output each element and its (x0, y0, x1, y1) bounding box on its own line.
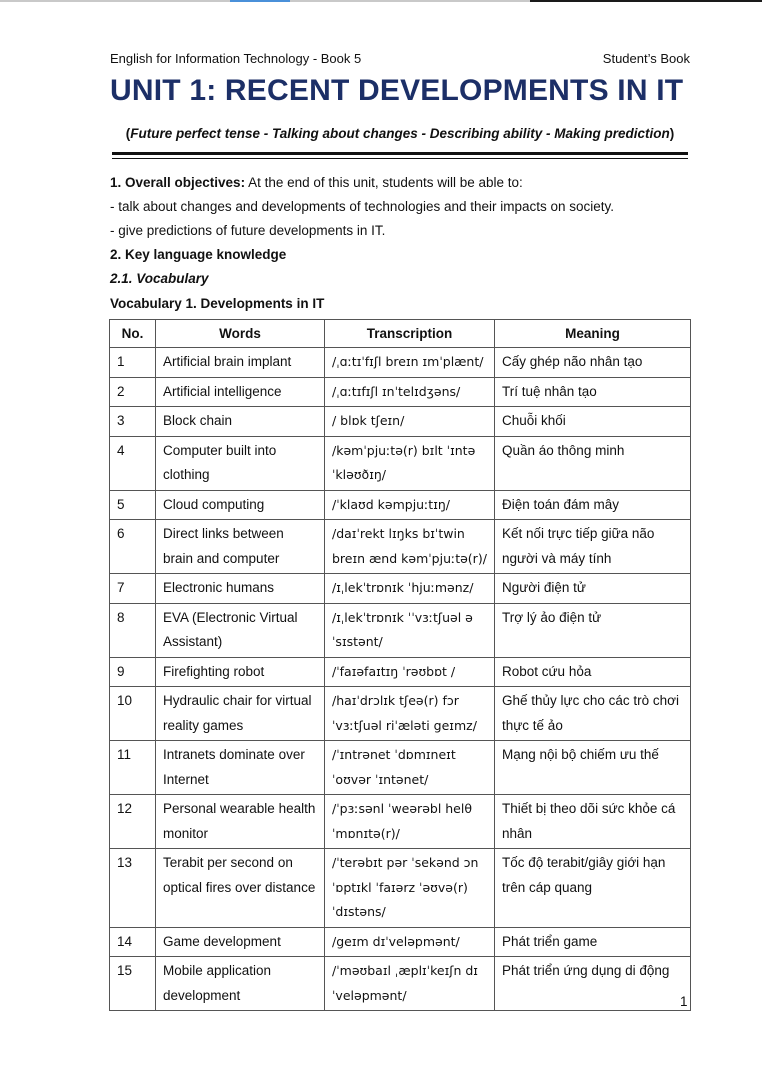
title-divider-thin (112, 158, 688, 159)
subtitle-close-paren: ) (669, 126, 675, 141)
cell-meaning: Trí tuệ nhân tạo (495, 377, 691, 407)
cell-meaning: Phát triển game (495, 927, 691, 957)
cell-transcription: /ˈpɜːsənl ˈweərəbl helθ ˈmɒnɪtə(r)/ (325, 795, 495, 849)
cell-word: Firefighting robot (156, 657, 325, 687)
cell-transcription: /ˈterəbɪt pər ˈsekənd ɔn ˈɒptɪkl ˈfaɪərz ˈəʊvə(r) ˈdɪstəns/ (325, 849, 495, 928)
header-book-title: English for Information Technology - Book 5 (110, 51, 362, 66)
subtitle-open-paren: ( (125, 126, 131, 141)
cell-word: Mobile application development (156, 957, 325, 1011)
cell-no: 10 (110, 687, 156, 741)
table-row (110, 795, 691, 849)
cell-no: 8 (110, 603, 156, 657)
cell-meaning: Ghế thủy lực cho các trò chơi thực tế ảo (495, 687, 691, 741)
cell-no: 15 (110, 957, 156, 1011)
cell-transcription: /ˌɑːtɪfɪʃl ɪnˈtelɪdʒəns/ (325, 377, 495, 407)
cell-meaning: Tốc độ terabit/giây giới hạn trên cáp quang (495, 849, 691, 928)
cell-meaning: Điện toán đám mây (495, 490, 691, 520)
table-row (110, 436, 691, 490)
table-row (110, 377, 691, 407)
cell-word: Computer built into clothing (156, 436, 325, 490)
cell-word: Game development (156, 927, 325, 957)
title-divider-thick (112, 152, 688, 155)
cell-transcription: /ɪˌlekˈtrɒnɪk ˈhjuːmənz/ (325, 574, 495, 604)
cell-word: Electronic humans (156, 574, 325, 604)
table-row (110, 574, 691, 604)
cell-no: 12 (110, 795, 156, 849)
objective-item: - give predictions of future developments in IT. (110, 223, 386, 238)
unit-title: UNIT 1: RECENT DEVELOPMENTS IN IT (110, 74, 684, 107)
cell-meaning: Thiết bị theo dõi sức khỏe cá nhân (495, 795, 691, 849)
page-header (110, 51, 690, 66)
cell-no: 4 (110, 436, 156, 490)
cell-meaning: Kết nối trực tiếp giữa não người và máy tính (495, 520, 691, 574)
objectives-intro: At the end of this unit, students will be able to: (245, 175, 523, 190)
header-transcription: Transcription (325, 320, 495, 348)
cell-transcription: /daɪˈrekt lɪŋks bɪˈtwin breɪn ænd kəmˈpjuːtə(r)/ (325, 520, 495, 574)
cell-transcription: /ˈməʊbaɪl ˌæplɪˈkeɪʃn dɪˈveləpmənt/ (325, 957, 495, 1011)
cell-word: Cloud computing (156, 490, 325, 520)
cell-meaning: Chuỗi khối (495, 407, 691, 437)
cell-meaning: Người điện tử (495, 574, 691, 604)
cell-transcription: /ˈfaɪəfaɪtɪŋ ˈrəʊbɒt / (325, 657, 495, 687)
table-row (110, 957, 691, 1011)
cell-transcription: / blɒk tʃeɪn/ (325, 407, 495, 437)
table-title: Vocabulary 1. Developments in IT (110, 296, 325, 311)
vocabulary-heading: 2.1. Vocabulary (110, 271, 209, 286)
cell-meaning: Mạng nội bộ chiếm ưu thế (495, 741, 691, 795)
cell-word: Terabit per second on optical fires over distance (156, 849, 325, 928)
cell-transcription: /ˌɑːtɪˈfɪʃl breɪn ɪmˈplænt/ (325, 348, 495, 378)
table-header-row (110, 320, 691, 348)
cell-transcription: /ˈklaʊd kəmpjuːtɪŋ/ (325, 490, 495, 520)
objectives-line (110, 175, 523, 190)
cell-word: Personal wearable health monitor (156, 795, 325, 849)
cell-word: Direct links between brain and computer (156, 520, 325, 574)
header-meaning: Meaning (495, 320, 691, 348)
table-row (110, 603, 691, 657)
cell-no: 6 (110, 520, 156, 574)
cell-word: Artificial brain implant (156, 348, 325, 378)
header-student-book: Student’s Book (602, 51, 690, 66)
header-words: Words (156, 320, 325, 348)
cell-meaning: Robot cứu hỏa (495, 657, 691, 687)
cell-transcription: /ˈɪntrənet ˈdɒmɪneɪt ˈoʊvər ˈɪntənet/ (325, 741, 495, 795)
cell-meaning: Quần áo thông minh (495, 436, 691, 490)
table-row (110, 520, 691, 574)
cell-transcription: /geɪm dɪˈveləpmənt/ (325, 927, 495, 957)
vocabulary-table (109, 319, 691, 1011)
window-top-bar (0, 0, 762, 2)
table-row (110, 849, 691, 928)
subtitle-text: Future perfect tense - Talking about changes - Describing ability - Making prediction (130, 126, 670, 141)
cell-transcription: /ɪˌlekˈtrɒnɪk ˈˈvɜːtʃuəl əˈsɪstənt/ (325, 603, 495, 657)
cell-word: Artificial intelligence (156, 377, 325, 407)
key-language-heading: 2. Key language knowledge (110, 247, 287, 262)
cell-meaning: Trợ lý ảo điện tử (495, 603, 691, 657)
cell-word: Block chain (156, 407, 325, 437)
table-row (110, 490, 691, 520)
table-row (110, 927, 691, 957)
cell-no: 2 (110, 377, 156, 407)
cell-transcription: /haɪˈdrɔlɪk tʃeə(r) fɔr ˈvɜːtʃuəl riˈæləti geɪmz/ (325, 687, 495, 741)
cell-meaning: Phát triển ứng dụng di động (495, 957, 691, 1011)
cell-word: Hydraulic chair for virtual reality games (156, 687, 325, 741)
cell-no: 3 (110, 407, 156, 437)
unit-subtitle (110, 126, 690, 141)
cell-no: 5 (110, 490, 156, 520)
table-row (110, 657, 691, 687)
page-number: 1 (680, 994, 688, 1009)
objective-item: - talk about changes and developments of technologies and their impacts on society. (110, 199, 615, 214)
table-row (110, 407, 691, 437)
cell-word: EVA (Electronic Virtual Assistant) (156, 603, 325, 657)
objectives-heading: 1. Overall objectives: (110, 175, 246, 190)
header-no: No. (110, 320, 156, 348)
table-row (110, 687, 691, 741)
cell-no: 11 (110, 741, 156, 795)
cell-transcription: /kəmˈpjuːtə(r) bɪlt ˈɪntə ˈkləʊðɪŋ/ (325, 436, 495, 490)
table-row (110, 348, 691, 378)
cell-meaning: Cấy ghép não nhân tạo (495, 348, 691, 378)
cell-no: 13 (110, 849, 156, 928)
table-row (110, 741, 691, 795)
cell-no: 1 (110, 348, 156, 378)
cell-word: Intranets dominate over Internet (156, 741, 325, 795)
cell-no: 14 (110, 927, 156, 957)
cell-no: 7 (110, 574, 156, 604)
cell-no: 9 (110, 657, 156, 687)
